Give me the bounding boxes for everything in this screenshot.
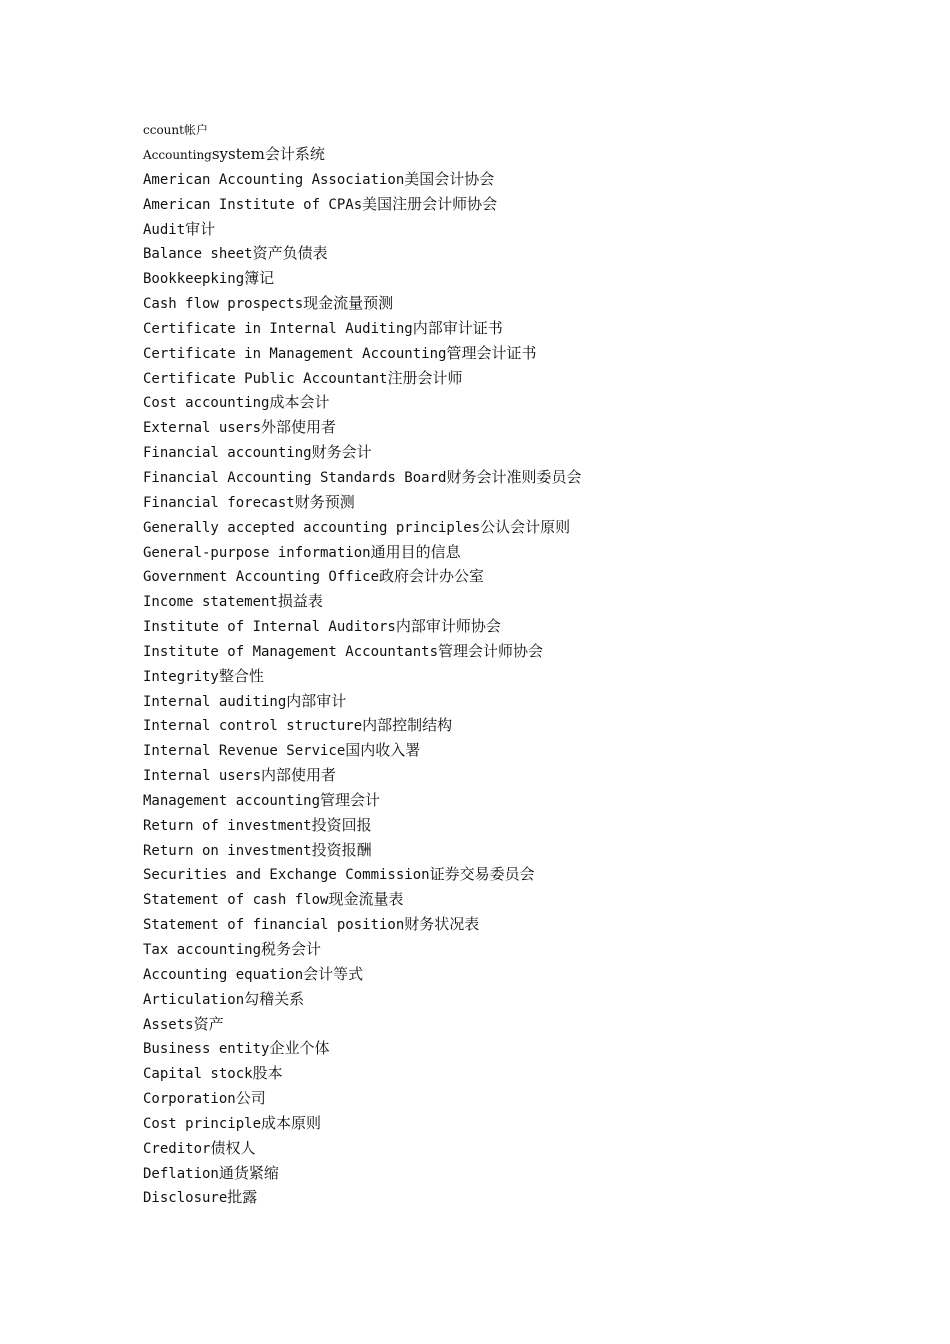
entry-english: Cash flow prospects: [143, 296, 304, 313]
entry-english: Assets: [143, 1016, 194, 1033]
entry-chinese: 投资报酬: [311, 840, 372, 859]
entry-chinese: 投资回报: [311, 815, 372, 834]
entry-english: Return of investment: [143, 817, 312, 834]
glossary-entry: [143, 813, 903, 838]
entry-chinese: 成本会计: [269, 393, 330, 412]
entry-english: Accounting: [143, 148, 212, 162]
glossary-entry: [143, 316, 903, 341]
entry-chinese: 批露: [227, 1188, 258, 1207]
entry-english: Internal users: [143, 768, 262, 785]
entry-english: Accounting equation: [143, 966, 304, 983]
glossary-entry: [143, 217, 903, 242]
glossary-entry: [143, 1136, 903, 1161]
entry-english: Creditor: [143, 1140, 211, 1157]
entry-english: General-purpose information: [143, 544, 371, 561]
entry-english: Generally accepted accounting principles: [143, 519, 481, 536]
entry-chinese: 美国注册会计师协会: [362, 194, 498, 213]
entry-chinese: 财务预测: [294, 492, 355, 511]
entry-english: Tax accounting: [143, 942, 262, 958]
entry-chinese: 税务会计: [261, 940, 322, 958]
glossary-entry: [143, 515, 903, 540]
entry-chinese: 注册会计师: [387, 368, 463, 387]
entry-chinese: 财务状况表: [404, 915, 480, 934]
glossary-list: [143, 118, 903, 1210]
entry-english: External users: [143, 420, 262, 437]
glossary-entry: [143, 838, 903, 863]
glossary-entry: [143, 1061, 903, 1086]
entry-chinese: 外部使用者: [261, 418, 337, 437]
glossary-entry: [143, 937, 903, 962]
entry-english: Financial accounting: [143, 445, 312, 462]
entry-chinese: 成本原则: [261, 1113, 322, 1132]
entry-english: Certificate in Internal Auditing: [143, 320, 413, 337]
entry-english: Financial forecast: [143, 494, 295, 511]
glossary-entry: [143, 862, 903, 887]
entry-chinese: 通用目的信息: [370, 542, 461, 561]
entry-english: Securities and Exchange Commission: [143, 867, 430, 884]
glossary-entry: [143, 465, 903, 490]
glossary-entry: [143, 1012, 903, 1037]
entry-chinese: 管理会计: [320, 790, 381, 809]
glossary-entry: [143, 366, 903, 391]
entry-chinese: 现金流量预测: [303, 294, 394, 313]
glossary-entry: [143, 415, 903, 440]
entry-english: Business entity: [143, 1041, 270, 1058]
entry-english: American Institute of CPAs: [143, 196, 363, 213]
entry-chinese: 债权人: [210, 1138, 256, 1157]
entry-chinese: 内部使用者: [261, 766, 337, 785]
glossary-entry: [143, 1185, 903, 1210]
entry-english: Certificate Public Accountant: [143, 370, 388, 387]
glossary-entry: [143, 788, 903, 813]
glossary-entry: [143, 962, 903, 987]
entry-chinese: 损益表: [277, 592, 323, 611]
glossary-entry: [143, 664, 903, 689]
entry-english: Internal auditing: [143, 693, 287, 710]
entry-english: Corporation: [143, 1091, 236, 1108]
entry-chinese: 财务会计: [311, 443, 372, 462]
entry-english: Return on investment: [143, 842, 312, 859]
entry-chinese: 资产负债表: [252, 244, 328, 263]
entry-english: Certificate in Management Accounting: [143, 345, 447, 362]
glossary-entry: [143, 540, 903, 565]
glossary-entry: [143, 738, 903, 763]
entry-chinese: 勾稽关系: [244, 989, 305, 1008]
glossary-entry: [143, 639, 903, 664]
glossary-entry: [143, 142, 903, 167]
glossary-entry: [143, 192, 903, 217]
entry-english: Government Accounting Office: [143, 569, 380, 586]
glossary-entry: [143, 241, 903, 266]
entry-chinese: 财务会计准则委员会: [446, 467, 582, 486]
glossary-entry: [143, 887, 903, 912]
entry-chinese: 证券交易委员会: [429, 865, 535, 884]
glossary-entry: [143, 167, 903, 192]
entry-chinese: 管理会计证书: [446, 343, 537, 362]
entry-chinese: 政府会计办公室: [379, 567, 485, 586]
entry-chinese: 帐户: [183, 123, 208, 137]
glossary-entry: [143, 440, 903, 465]
entry-chinese: 内部审计师协会: [395, 617, 501, 636]
entry-chinese: 内部控制结构: [362, 716, 453, 735]
entry-english: American Accounting Association: [143, 171, 405, 188]
glossary-entry: [143, 763, 903, 788]
entry-chinese: 管理会计师协会: [438, 641, 544, 660]
entry-english: ccount: [143, 123, 184, 137]
entry-chinese: 美国会计协会: [404, 169, 495, 188]
entry-english: Capital stock: [143, 1066, 253, 1083]
entry-english: Integrity: [143, 668, 219, 685]
glossary-entry: [143, 564, 903, 589]
entry-chinese: 簿记: [244, 269, 275, 288]
entry-english: Cost accounting: [143, 395, 270, 412]
entry-english: Institute of Management Accountants: [143, 643, 439, 660]
glossary-entry: [143, 987, 903, 1012]
glossary-entry: [143, 291, 903, 316]
entry-chinese: 企业个体: [269, 1039, 330, 1058]
entry-chinese: 审计: [185, 219, 216, 238]
entry-chinese: 通货紧缩: [218, 1163, 279, 1182]
entry-english: Articulation: [143, 991, 245, 1008]
glossary-entry: [143, 689, 903, 714]
glossary-entry: [143, 1036, 903, 1061]
glossary-entry: [143, 589, 903, 614]
glossary-entry: [143, 912, 903, 937]
entry-english: Internal control structure: [143, 718, 363, 735]
glossary-entry: [143, 341, 903, 366]
entry-english: Deflation: [143, 1165, 219, 1182]
entry-chinese: 资产: [193, 1014, 224, 1033]
entry-chinese: 会计等式: [303, 964, 364, 983]
glossary-entry: [143, 1111, 903, 1136]
entry-chinese: 现金流量表: [328, 890, 404, 909]
entry-chinese: 股本: [252, 1064, 283, 1083]
entry-chinese: 内部审计: [286, 691, 347, 710]
entry-chinese: 国内收入署: [345, 741, 421, 760]
glossary-entry: [143, 390, 903, 415]
entry-english: Audit: [143, 221, 186, 238]
entry-english: Management accounting: [143, 792, 321, 809]
glossary-entry: [143, 713, 903, 738]
entry-english: Disclosure: [143, 1190, 228, 1207]
entry-english: Statement of cash flow: [143, 892, 329, 909]
entry-english: Financial Accounting Standards Board: [143, 469, 447, 486]
entry-english: Balance sheet: [143, 246, 253, 263]
glossary-entry: [143, 1086, 903, 1111]
entry-english: Institute of Internal Auditors: [143, 619, 396, 636]
glossary-entry: [143, 266, 903, 291]
glossary-entry: [143, 1161, 903, 1186]
entry-english: Internal Revenue Service: [143, 743, 346, 760]
entry-english: Cost principle: [143, 1115, 262, 1132]
entry-chinese: 内部审计证书: [412, 318, 503, 337]
glossary-entry: [143, 614, 903, 639]
entry-chinese: 公司: [235, 1089, 266, 1108]
glossary-entry: [143, 490, 903, 515]
glossary-entry: [143, 118, 903, 142]
entry-english: Income statement: [143, 594, 278, 611]
entry-chinese: 公认会计原则: [480, 517, 571, 536]
entry-chinese: system会计系统: [211, 145, 325, 163]
entry-english: Statement of financial position: [143, 917, 405, 934]
entry-english: Bookkeepking: [143, 271, 245, 288]
entry-chinese: 整合性: [218, 666, 264, 685]
